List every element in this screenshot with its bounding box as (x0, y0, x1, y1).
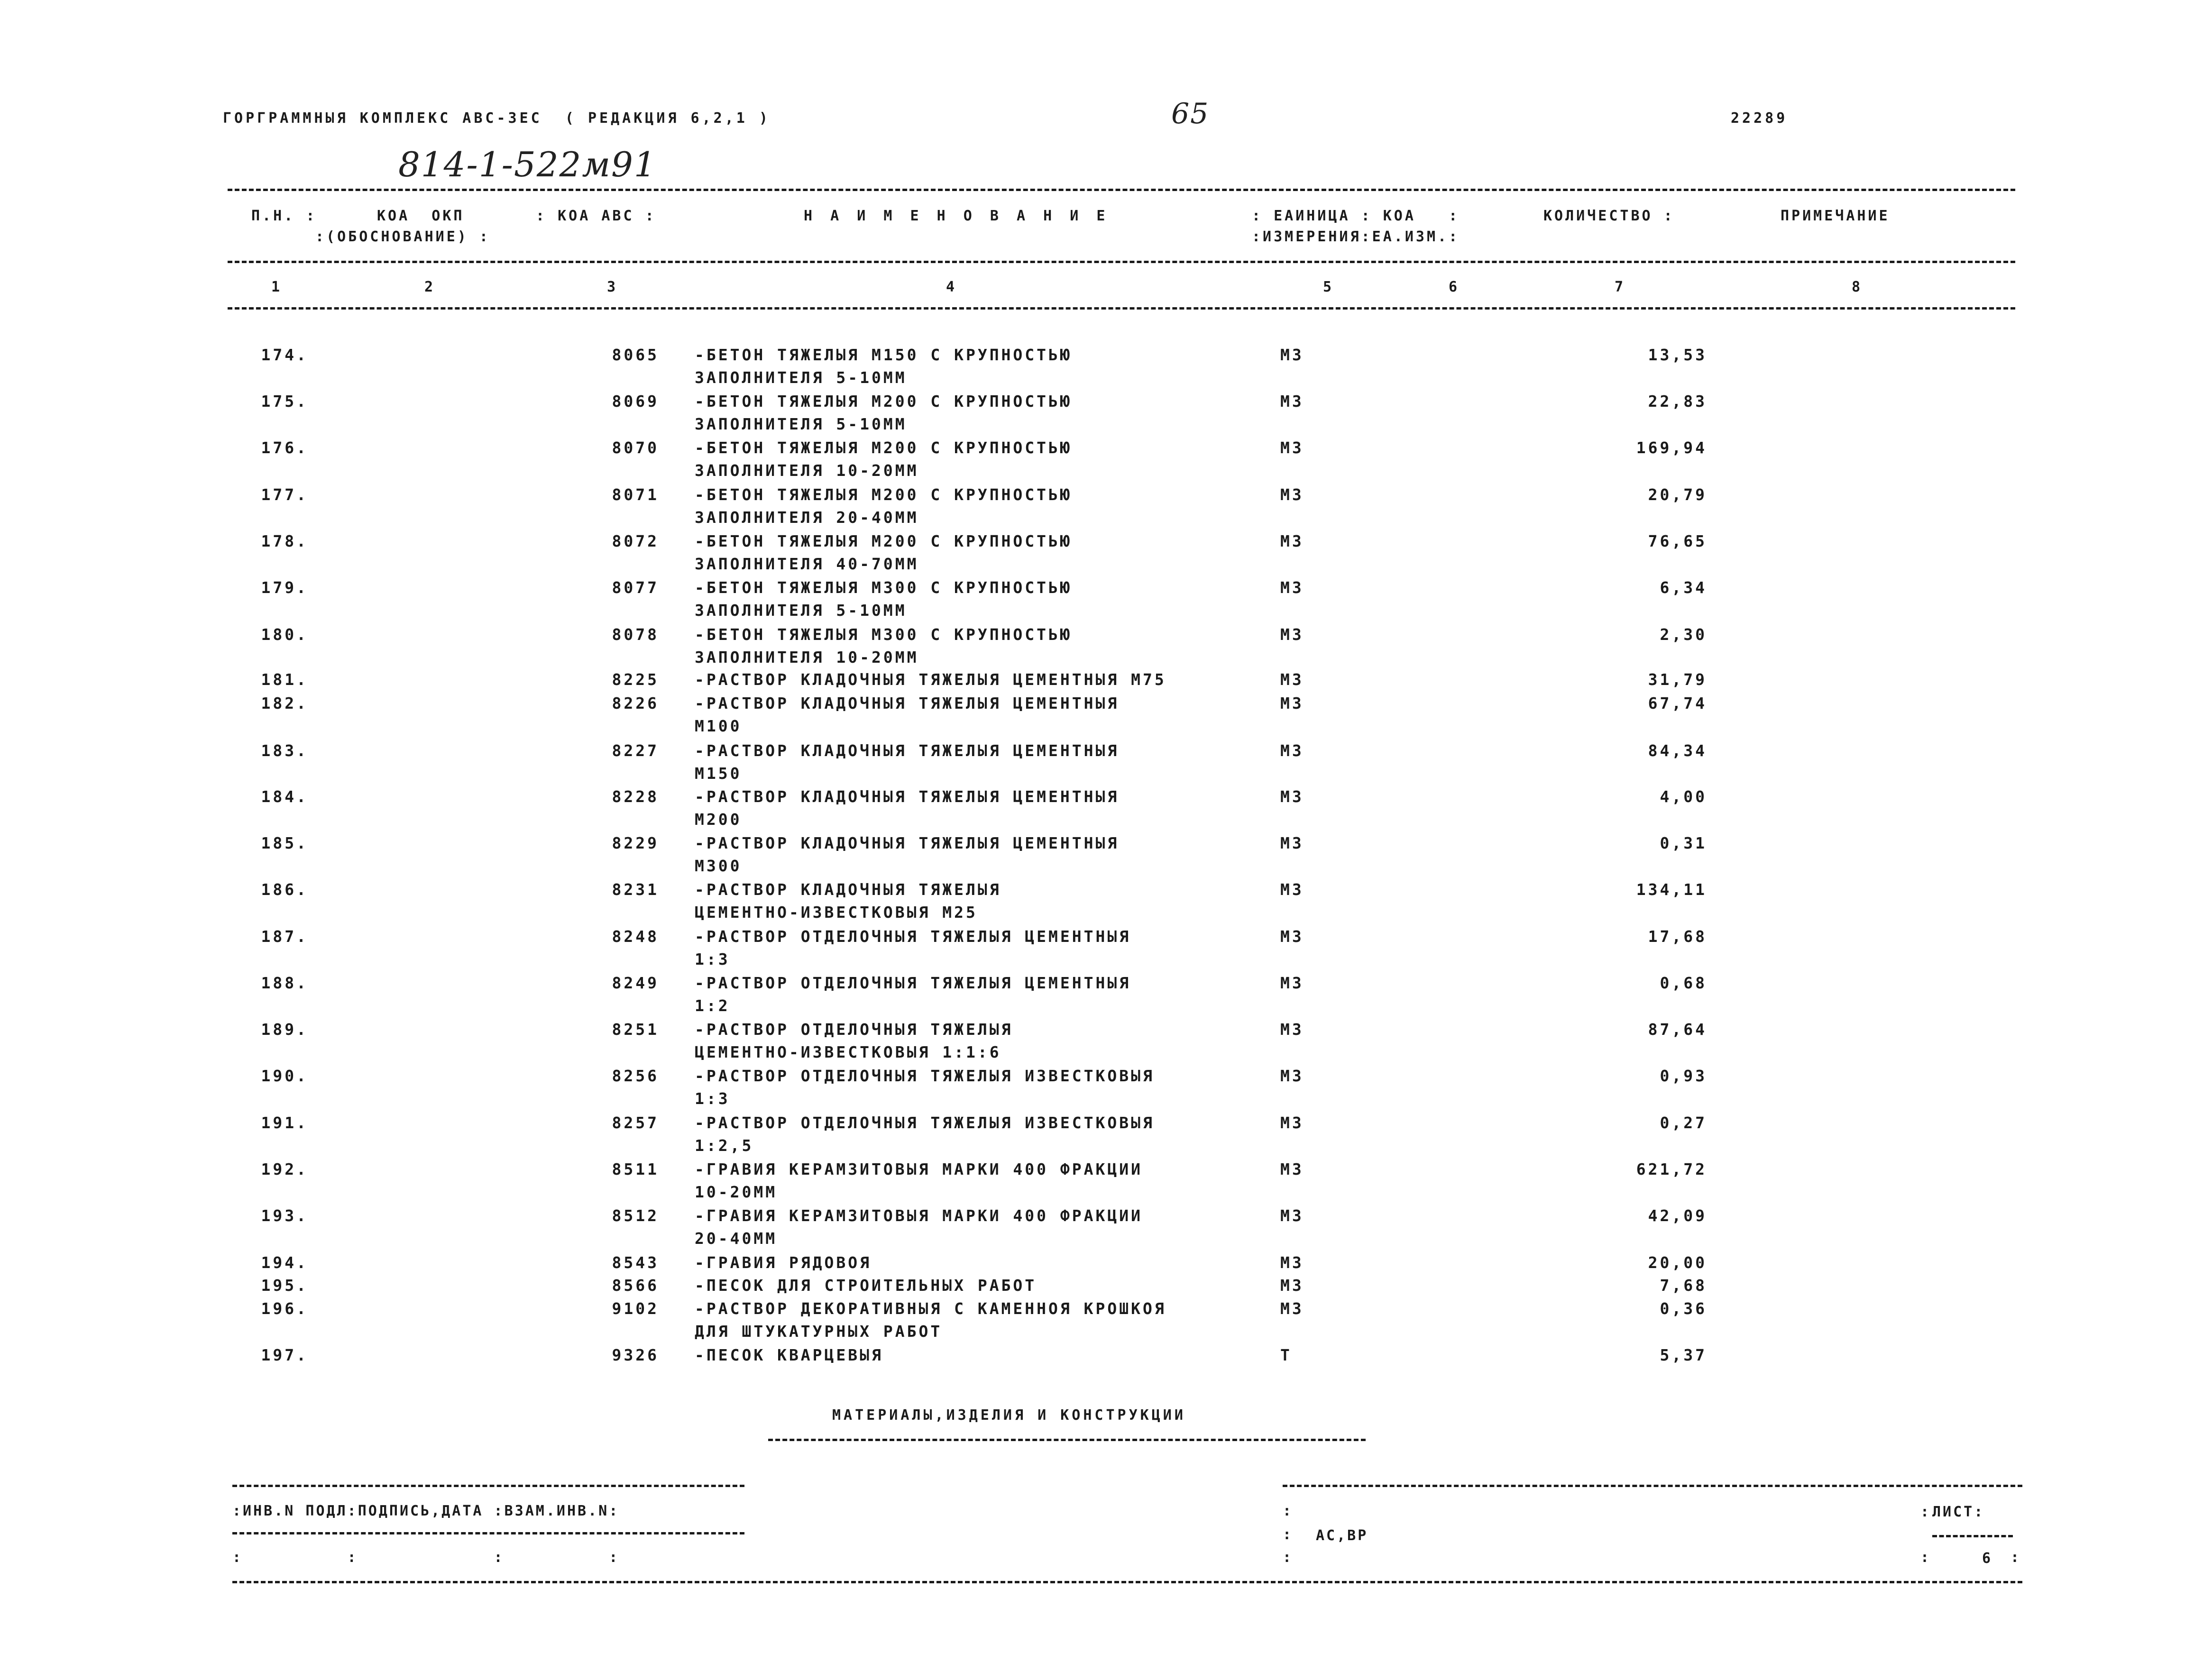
unit-of-measure: М3 (1280, 485, 1304, 504)
footer-divider-right: : (1920, 1504, 1931, 1520)
table-row (0, 832, 2185, 879)
abc-code: 8228 (612, 787, 659, 806)
table-row (0, 878, 2185, 926)
item-name: -ПЕСОК КВАРЦЕВЫЯ (695, 1346, 883, 1364)
header-top-rule (228, 189, 2015, 191)
row-number: 180. (261, 625, 308, 644)
item-name: -БЕТОН ТЯЖЕЛЫЯ М300 С КРУПНОСТЬЮ ЗАПОЛНИТЕЛЯ 5-10ММ (695, 578, 1072, 620)
abc-code: 8072 (612, 532, 659, 550)
abc-code: 8077 (612, 578, 659, 597)
abc-code: 8251 (612, 1020, 659, 1039)
item-name: -ПЕСОК ДЛЯ СТРОИТЕЛЬНЫХ РАБОТ (695, 1276, 1037, 1295)
abc-code: 8227 (612, 741, 659, 760)
row-number: 197. (261, 1346, 308, 1364)
abc-code: 8512 (612, 1206, 659, 1225)
abc-code: 8065 (612, 346, 659, 364)
stamp-code: АС,ВР (1316, 1527, 1368, 1544)
table-row (0, 390, 2185, 438)
col-header-qty: КОЛИЧЕСТВО : (1543, 208, 1675, 224)
unit-of-measure: М3 (1280, 834, 1304, 852)
header-bottom-rule (228, 307, 2015, 310)
row-number: 195. (261, 1276, 308, 1295)
row-number: 175. (261, 392, 308, 411)
unit-of-measure: М3 (1280, 625, 1304, 644)
col-header-okp-sub: :(ОБОСНОВАНИЕ) : (315, 228, 490, 245)
document-number: 22289 (1731, 110, 1788, 127)
row-number: 177. (261, 485, 308, 504)
abc-code: 8069 (612, 392, 659, 411)
col-header-name: Н А И М Е Н О В А Н И Е (804, 208, 1110, 224)
handwritten-project-code: 814-1-522м91 (398, 145, 657, 184)
abc-code: 9326 (612, 1346, 659, 1364)
quantity: 0,31 (1660, 834, 1707, 852)
quantity: 5,37 (1660, 1346, 1707, 1364)
footer-left-header: :ИНВ.N ПОДЛ:ПОДПИСЬ,ДАТА :ВЗАМ.ИНВ.N: (232, 1503, 620, 1519)
row-number: 192. (261, 1160, 308, 1178)
row-number: 178. (261, 532, 308, 550)
table-row (0, 576, 2185, 624)
unit-of-measure: М3 (1280, 578, 1304, 597)
unit-of-measure: М3 (1280, 1299, 1304, 1318)
col-header-abc: : КОА АВС : (536, 208, 656, 224)
unit-of-measure: М3 (1280, 438, 1304, 457)
abc-code: 8256 (612, 1067, 659, 1085)
quantity: 22,83 (1648, 392, 1707, 411)
item-name: -ГРАВИЯ РЯДОВОЯ (695, 1253, 872, 1272)
row-number: 191. (261, 1114, 308, 1132)
table-row (0, 785, 2185, 833)
col-number-7: 7 (1615, 279, 1626, 295)
table-row (0, 1297, 2185, 1345)
abc-code: 8229 (612, 834, 659, 852)
abc-code: 8248 (612, 927, 659, 946)
row-number: 184. (261, 787, 308, 806)
quantity: 7,68 (1660, 1276, 1707, 1295)
quantity: 13,53 (1648, 346, 1707, 364)
table-row (0, 1158, 2185, 1205)
quantity: 4,00 (1660, 787, 1707, 806)
col-number-2: 2 (424, 279, 436, 295)
quantity: 84,34 (1648, 741, 1707, 760)
table-row (0, 692, 2185, 740)
item-name: -БЕТОН ТЯЖЕЛЫЯ М200 С КРУПНОСТЬЮ ЗАПОЛНИТЕЛЯ 10-20ММ (695, 438, 1072, 480)
col-number-1: 1 (271, 279, 283, 295)
unit-of-measure: М3 (1280, 1020, 1304, 1039)
quantity: 76,65 (1648, 532, 1707, 550)
footer-left-mid-rule (232, 1532, 744, 1534)
unit-of-measure: М3 (1280, 670, 1304, 689)
unit-of-measure: М3 (1280, 1114, 1304, 1132)
unit-of-measure: М3 (1280, 1276, 1304, 1295)
sheet-number: 6 (1982, 1550, 1993, 1567)
col-header-unit: : ЕАИНИЦА : КОА : (1252, 208, 1460, 224)
table-row (0, 530, 2185, 577)
table-row (0, 1344, 2185, 1391)
abc-code: 9102 (612, 1299, 659, 1318)
row-number: 183. (261, 741, 308, 760)
item-name: -РАСТВОР ОТДЕЛОЧНЫЯ ТЯЖЕЛЫЯ ЦЕМЕНТНЫЯ 1:2 (695, 974, 1131, 1015)
item-name: -ГРАВИЯ КЕРАМЗИТОВЫЯ МАРКИ 400 ФРАКЦИИ 20-40ММ (695, 1206, 1143, 1248)
table-row (0, 740, 2185, 787)
footer-divider-left-3: : (1283, 1549, 1294, 1566)
table-row (0, 1018, 2185, 1066)
col-number-8: 8 (1852, 279, 1863, 295)
item-name: -ГРАВИЯ КЕРАМЗИТОВЫЯ МАРКИ 400 ФРАКЦИИ 10-20ММ (695, 1160, 1143, 1201)
footer-divider-left-2: : (1283, 1526, 1294, 1543)
footer-left-top-rule (232, 1485, 744, 1487)
quantity: 17,68 (1648, 927, 1707, 946)
quantity: 6,34 (1660, 578, 1707, 597)
unit-of-measure: Т (1280, 1346, 1292, 1364)
col-header-okp: КОА ОКП (377, 208, 465, 224)
row-number: 181. (261, 670, 308, 689)
footer-divider-left: : (1283, 1503, 1294, 1519)
row-number: 185. (261, 834, 308, 852)
item-name: -БЕТОН ТЯЖЕЛЫЯ М150 С КРУПНОСТЬЮ ЗАПОЛНИТЕЛЯ 5-10ММ (695, 346, 1072, 387)
quantity: 2,30 (1660, 625, 1707, 644)
row-number: 196. (261, 1299, 308, 1318)
abc-code: 8226 (612, 694, 659, 712)
quantity: 0,93 (1660, 1067, 1707, 1085)
footer-divider-right-3: : (2011, 1549, 2021, 1566)
item-name: -РАСТВОР КЛАДОЧНЫЯ ТЯЖЕЛЫЯ ЦЕМЕНТНЫЯ М150 (695, 741, 1120, 783)
unit-of-measure: М3 (1280, 1206, 1304, 1225)
quantity: 42,09 (1648, 1206, 1707, 1225)
col-header-unit-sub: :ИЗМЕРЕНИЯ:ЕА.ИЗМ.: (1252, 228, 1460, 245)
footer-left-cells: : : : : (232, 1549, 620, 1566)
quantity: 31,79 (1648, 670, 1707, 689)
unit-of-measure: М3 (1280, 694, 1304, 712)
table-row (0, 623, 2185, 671)
unit-of-measure: М3 (1280, 346, 1304, 364)
section-title: МАТЕРИАЛЫ,ИЗДЕЛИЯ И КОНСТРУКЦИИ (832, 1407, 1186, 1424)
quantity: 0,27 (1660, 1114, 1707, 1132)
item-name: -РАСТВОР ДЕКОРАТИВНЫЯ С КАМЕННОЯ КРОШКОЯ ДЛЯ ШТУКАТУРНЫХ РАБОТ (695, 1299, 1166, 1341)
table-row (0, 1205, 2185, 1252)
item-name: -РАСТВОР КЛАДОЧНЫЯ ТЯЖЕЛЫЯ ЦЕМЕНТНО-ИЗВЕСТКОВЫЯ М25 (695, 880, 1001, 922)
row-number: 188. (261, 974, 308, 992)
row-number: 179. (261, 578, 308, 597)
row-number: 174. (261, 346, 308, 364)
col-header-pn: П.Н. : (251, 208, 317, 224)
quantity: 0,36 (1660, 1299, 1707, 1318)
item-name: -БЕТОН ТЯЖЕЛЫЯ М300 С КРУПНОСТЬЮ ЗАПОЛНИТЕЛЯ 10-20ММ (695, 625, 1072, 667)
item-name: -РАСТВОР КЛАДОЧНЫЯ ТЯЖЕЛЫЯ ЦЕМЕНТНЫЯ М75 (695, 670, 1166, 689)
row-number: 190. (261, 1067, 308, 1085)
row-number: 182. (261, 694, 308, 712)
abc-code: 8070 (612, 438, 659, 457)
unit-of-measure: М3 (1280, 532, 1304, 550)
quantity: 621,72 (1636, 1160, 1707, 1178)
sheet-label: ЛИСТ: (1932, 1504, 1985, 1520)
unit-of-measure: М3 (1280, 880, 1304, 899)
table-row (0, 1065, 2185, 1112)
unit-of-measure: М3 (1280, 1253, 1304, 1272)
item-name: -РАСТВОР КЛАДОЧНЫЯ ТЯЖЕЛЫЯ ЦЕМЕНТНЫЯ М300 (695, 834, 1120, 875)
row-number: 193. (261, 1206, 308, 1225)
quantity: 134,11 (1636, 880, 1707, 899)
col-number-3: 3 (607, 279, 618, 295)
item-name: -РАСТВОР КЛАДОЧНЫЯ ТЯЖЕЛЫЯ ЦЕМЕНТНЫЯ М100 (695, 694, 1120, 735)
unit-of-measure: М3 (1280, 1067, 1304, 1085)
unit-of-measure: М3 (1280, 1160, 1304, 1178)
abc-code: 8511 (612, 1160, 659, 1178)
quantity: 169,94 (1636, 438, 1707, 457)
row-number: 176. (261, 438, 308, 457)
abc-code: 8071 (612, 485, 659, 504)
item-name: -БЕТОН ТЯЖЕЛЫЯ М200 С КРУПНОСТЬЮ ЗАПОЛНИТЕЛЯ 40-70ММ (695, 532, 1072, 573)
header-mid-rule (228, 261, 2015, 263)
program-title: ГОРГРАММНЫЯ КОМПЛЕКС АВС-3ЕС ( РЕДАКЦИЯ 6,2,1 ) (223, 110, 771, 127)
footer-right-top-rule (1283, 1485, 2022, 1487)
unit-of-measure: М3 (1280, 974, 1304, 992)
quantity: 20,00 (1648, 1253, 1707, 1272)
handwritten-page-number: 65 (1171, 97, 1210, 130)
footer-bottom-rule (232, 1581, 2022, 1583)
item-name: -РАСТВОР ОТДЕЛОЧНЫЯ ТЯЖЕЛЫЯ ЦЕМЕНТНЫЯ 1:3 (695, 927, 1131, 968)
row-number: 187. (261, 927, 308, 946)
table-row (0, 484, 2185, 531)
col-number-4: 4 (946, 279, 957, 295)
section-title-underline (768, 1439, 1366, 1441)
table-row (0, 437, 2185, 484)
abc-code: 8225 (612, 670, 659, 689)
item-name: -БЕТОН ТЯЖЕЛЫЯ М200 С КРУПНОСТЬЮ ЗАПОЛНИТЕЛЯ 5-10ММ (695, 392, 1072, 433)
abc-code: 8249 (612, 974, 659, 992)
col-header-note: ПРИМЕЧАНИЕ (1781, 208, 1890, 224)
unit-of-measure: М3 (1280, 741, 1304, 760)
item-name: -РАСТВОР ОТДЕЛОЧНЫЯ ТЯЖЕЛЫЯ ИЗВЕСТКОВЫЯ 1:2,5 (695, 1114, 1155, 1155)
quantity: 87,64 (1648, 1020, 1707, 1039)
item-name: -РАСТВОР ОТДЕЛОЧНЫЯ ТЯЖЕЛЫЯ ИЗВЕСТКОВЫЯ 1:3 (695, 1067, 1155, 1108)
quantity: 67,74 (1648, 694, 1707, 712)
abc-code: 8231 (612, 880, 659, 899)
table-row (0, 925, 2185, 973)
unit-of-measure: М3 (1280, 787, 1304, 806)
item-name: -БЕТОН ТЯЖЕЛЫЯ М200 С КРУПНОСТЬЮ ЗАПОЛНИТЕЛЯ 20-40ММ (695, 485, 1072, 527)
table-row (0, 1112, 2185, 1159)
abc-code: 8078 (612, 625, 659, 644)
unit-of-measure: М3 (1280, 927, 1304, 946)
quantity: 20,79 (1648, 485, 1707, 504)
row-number: 186. (261, 880, 308, 899)
row-number: 189. (261, 1020, 308, 1039)
unit-of-measure: М3 (1280, 392, 1304, 411)
abc-code: 8543 (612, 1253, 659, 1272)
table-row (0, 972, 2185, 1019)
footer-divider-right-2: : (1920, 1549, 1931, 1566)
abc-code: 8257 (612, 1114, 659, 1132)
row-number: 194. (261, 1253, 308, 1272)
abc-code: 8566 (612, 1276, 659, 1295)
item-name: -РАСТВОР ОТДЕЛОЧНЫЯ ТЯЖЕЛЫЯ ЦЕМЕНТНО-ИЗВЕСТКОВЫЯ 1:1:6 (695, 1020, 1013, 1061)
item-name: -РАСТВОР КЛАДОЧНЫЯ ТЯЖЕЛЫЯ ЦЕМЕНТНЫЯ М200 (695, 787, 1120, 829)
col-number-6: 6 (1449, 279, 1460, 295)
col-number-5: 5 (1323, 279, 1334, 295)
quantity: 0,68 (1660, 974, 1707, 992)
table-row (0, 344, 2185, 391)
sheet-rule (1932, 1535, 2013, 1537)
